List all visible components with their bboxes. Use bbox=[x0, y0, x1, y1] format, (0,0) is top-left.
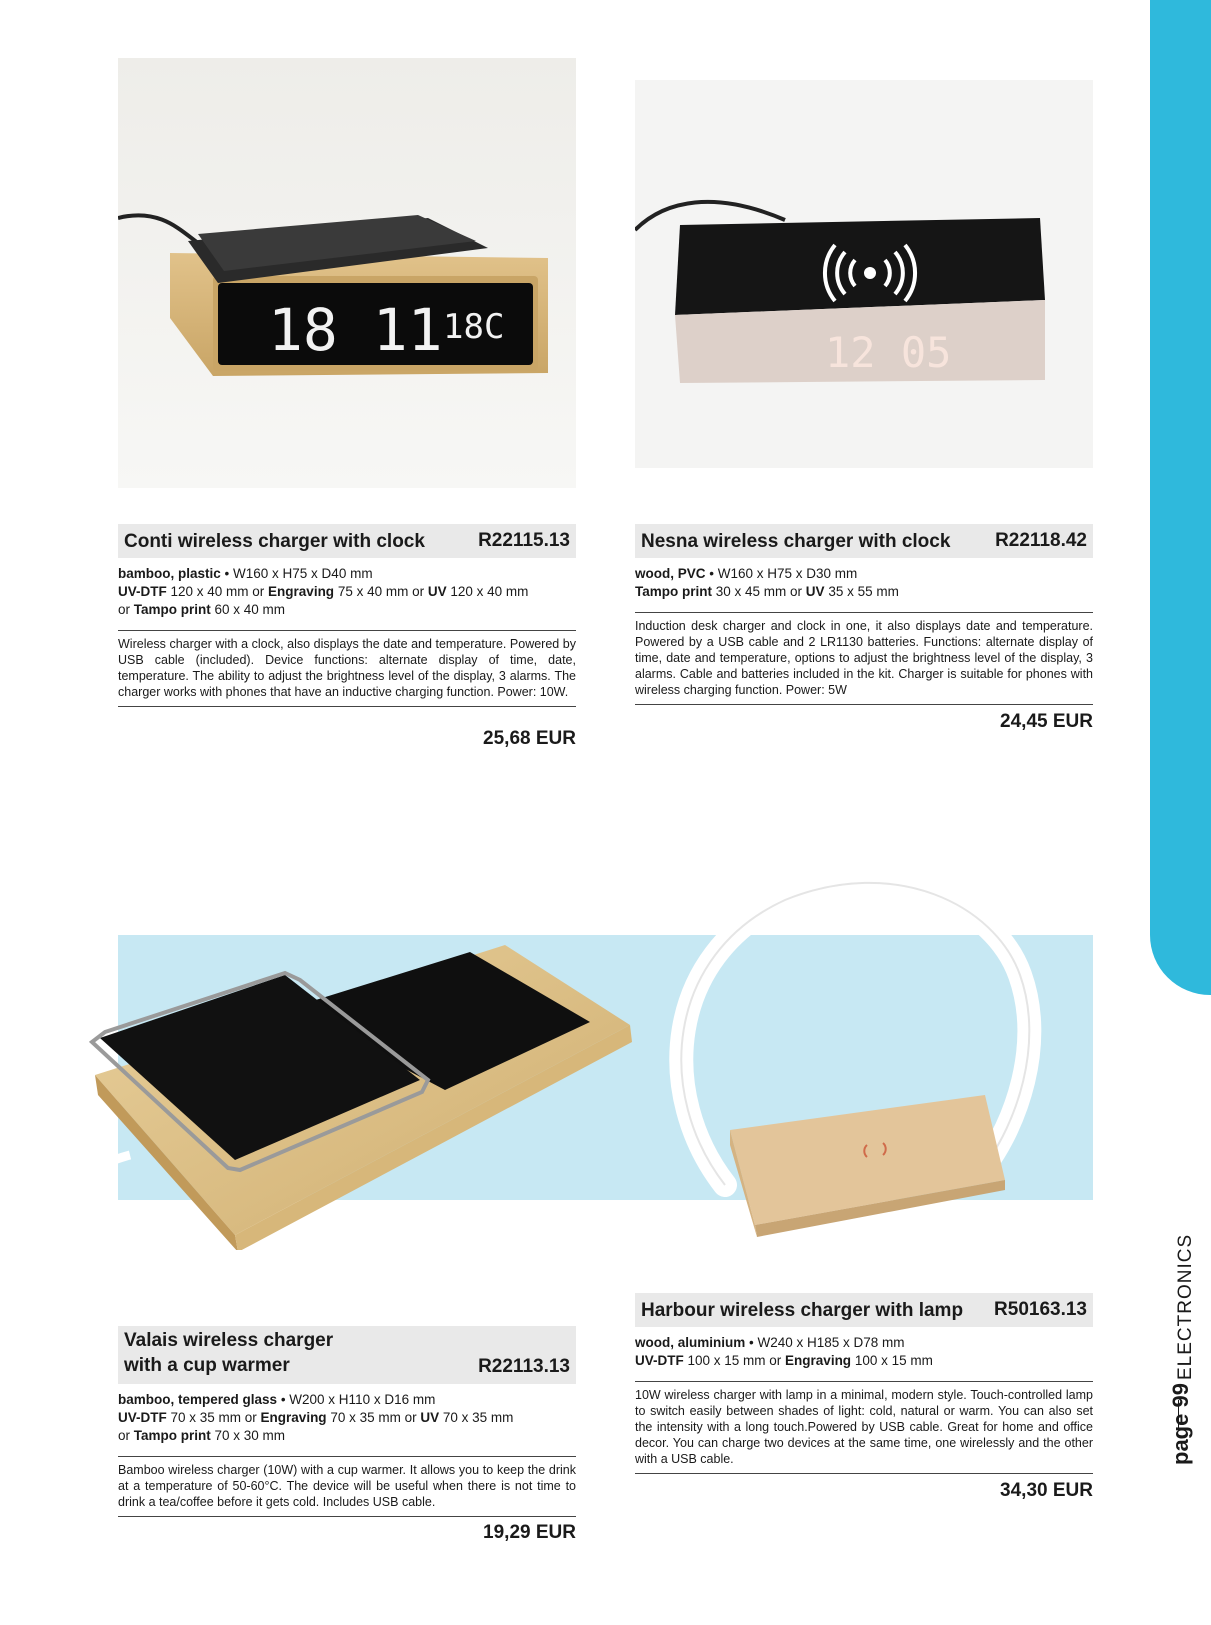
material: wood, PVC bbox=[635, 566, 706, 581]
print-method: UV-DTF bbox=[635, 1353, 684, 1368]
material: bamboo, plastic bbox=[118, 566, 221, 581]
product-title-bar bbox=[635, 524, 1093, 558]
product-specs bbox=[635, 1334, 1093, 1370]
print-method: Tampo print bbox=[133, 1428, 211, 1443]
product-description: Wireless charger with a clock, also displays the date and temperature. Powered by USB cable (included). Device functions: alternate display of time, date, temperature. The ability to adjust the brightness level of the display, 3 alarms. The charger works with phones that have an inductive charging function. Power: 10W. bbox=[118, 630, 576, 707]
product-name: Harbour wireless charger with lamp bbox=[641, 1299, 964, 1321]
product-code: R22115.13 bbox=[478, 530, 570, 551]
clock-display-temp: 18C bbox=[443, 307, 505, 347]
product-photo-conti bbox=[118, 58, 576, 488]
print-method: Tampo print bbox=[635, 584, 712, 599]
product-specs bbox=[118, 565, 576, 619]
print-method: UV bbox=[427, 584, 447, 599]
print-size: 120 x 40 mm bbox=[446, 584, 529, 599]
print-size: 70 x 35 mm or bbox=[166, 1410, 261, 1425]
product-photo-harbour bbox=[635, 845, 1095, 1265]
product-description: Induction desk charger and clock in one, it also displays date and temperature. Powered by a USB cable and 2 LR1130 batteries. Functions: alternate display of time, date and temperature, options to adjust the brightness level of the display, 3 alarms. Cable and batteries included in the kit. Charger is suitable for phones with wireless charging function. Power: 5W bbox=[635, 612, 1093, 705]
clock-display-time: 12 05 bbox=[825, 328, 952, 377]
product-code: R50163.13 bbox=[994, 1299, 1087, 1320]
print-method: UV bbox=[805, 584, 825, 599]
print-method: UV bbox=[420, 1410, 440, 1425]
product-title-bar bbox=[118, 524, 576, 558]
product-code: R22113.13 bbox=[478, 1356, 570, 1377]
product-photo-valais bbox=[60, 930, 640, 1250]
product-title-bar bbox=[635, 1293, 1093, 1327]
print-size: 70 x 35 mm bbox=[439, 1410, 514, 1425]
product-description: 10W wireless charger with lamp in a minimal, modern style. Touch-controlled lamp to switch easily between shades of light: cold, natural or warm. You can also set the intensity with a long touch.Powered by USB cable. Great for home and office decor. You can charge two devices at the same time, one wirelessly and the other with a USB cable. bbox=[635, 1381, 1093, 1474]
print-size: 120 x 40 mm or bbox=[166, 584, 269, 599]
section-label: ELECTRONICS bbox=[1175, 1233, 1196, 1380]
print-size: 35 x 55 mm bbox=[824, 584, 899, 599]
product-name bbox=[124, 1328, 333, 1378]
dimensions: • W240 x H185 x D78 mm bbox=[749, 1335, 905, 1350]
product-price: 34,30 EUR bbox=[1000, 1480, 1093, 1501]
product-description: Bamboo wireless charger (10W) with a cup warmer. It allows you to keep the drink at a temperature of 50-60°C. The device will be useful when there is not time to drink a tea/coffee before it gets cold. Includes USB cable. bbox=[118, 1456, 576, 1517]
product-price: 25,68 EUR bbox=[483, 728, 576, 749]
print-connector: or bbox=[118, 1428, 134, 1443]
product-photo-nesna bbox=[635, 80, 1093, 468]
print-method: UV-DTF bbox=[118, 584, 167, 599]
print-method: Engraving bbox=[785, 1353, 852, 1368]
print-size: 75 x 40 mm or bbox=[334, 584, 428, 599]
print-size: 100 x 15 mm bbox=[851, 1353, 933, 1368]
product-name-line: with a cup warmer bbox=[124, 1355, 290, 1376]
product-name: Conti wireless charger with clock bbox=[124, 530, 425, 552]
print-method: UV-DTF bbox=[118, 1410, 167, 1425]
product-name: Nesna wireless charger with clock bbox=[641, 530, 951, 552]
material: bamboo, tempered glass bbox=[118, 1392, 278, 1407]
product-code: R22118.42 bbox=[995, 530, 1087, 551]
product-specs bbox=[118, 1391, 576, 1445]
product-title-bar bbox=[118, 1326, 576, 1384]
print-method: Engraving bbox=[260, 1410, 327, 1425]
section-tab bbox=[1150, 0, 1211, 995]
print-size: 30 x 45 mm or bbox=[712, 584, 806, 599]
print-size: 70 x 30 mm bbox=[210, 1428, 286, 1443]
print-connector: or bbox=[118, 602, 134, 617]
dimensions: • W160 x H75 x D40 mm bbox=[224, 566, 373, 581]
print-method: Engraving bbox=[268, 584, 335, 599]
print-size: 70 x 35 mm or bbox=[326, 1410, 421, 1425]
product-specs bbox=[635, 565, 1093, 601]
print-method: Tampo print bbox=[133, 602, 211, 617]
dimensions: • W200 x H110 x D16 mm bbox=[280, 1392, 436, 1407]
product-price: 24,45 EUR bbox=[1000, 711, 1093, 732]
print-size: 60 x 40 mm bbox=[210, 602, 286, 617]
page-number: page 99 bbox=[1168, 1383, 1193, 1465]
dimensions: • W160 x H75 x D30 mm bbox=[709, 566, 858, 581]
material: wood, aluminium bbox=[635, 1335, 746, 1350]
print-size: 100 x 15 mm or bbox=[683, 1353, 786, 1368]
product-name-line: Valais wireless charger bbox=[124, 1330, 334, 1351]
clock-display-time: 18 11 bbox=[268, 296, 443, 364]
product-price: 19,29 EUR bbox=[483, 1522, 576, 1543]
